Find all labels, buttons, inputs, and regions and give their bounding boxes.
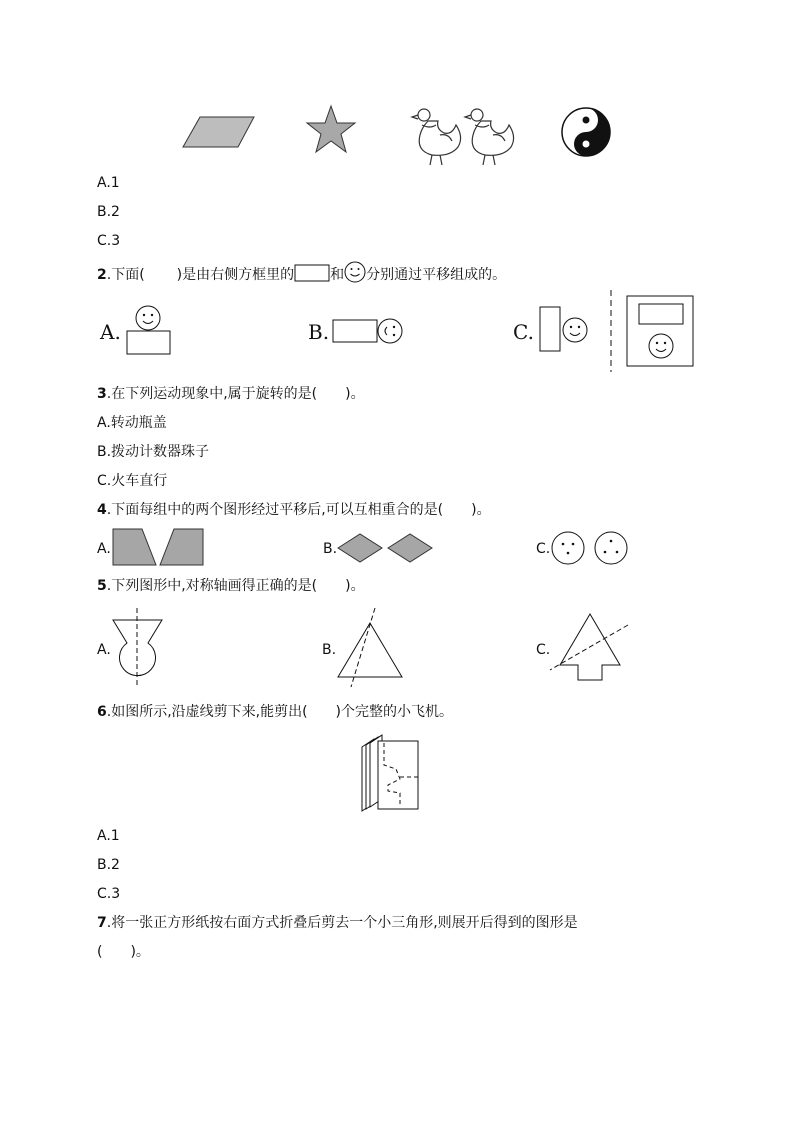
q4-option-c-label[interactable]: C. bbox=[536, 541, 551, 557]
star-shape bbox=[307, 106, 355, 152]
q3-prompt bbox=[97, 385, 365, 403]
q3-option-a[interactable]: A.转动瓶盖 bbox=[97, 415, 167, 431]
q5-option-c-label[interactable]: C. bbox=[536, 642, 551, 658]
q4-option-c-figure[interactable] bbox=[549, 530, 634, 566]
q3-text: .在下列运动现象中,属于旋转的是( )。 bbox=[106, 386, 365, 402]
parallelogram-shape bbox=[183, 117, 254, 147]
q4-option-a-label[interactable]: A. bbox=[97, 541, 111, 557]
q5-option-b-label[interactable]: B. bbox=[322, 642, 337, 658]
q6-option-b[interactable]: B.2 bbox=[97, 857, 120, 873]
q7-number: 7 bbox=[97, 915, 107, 931]
yin-yang-shape bbox=[562, 108, 610, 156]
q4-text: .下面每组中的两个图形经过平移后,可以互相重合的是( )。 bbox=[106, 502, 491, 518]
q4-option-b-figure[interactable] bbox=[336, 532, 436, 564]
q6-option-a[interactable]: A.1 bbox=[97, 828, 120, 844]
q3-option-b[interactable]: B.拨动计数器珠子 bbox=[97, 444, 210, 460]
q7-text: .将一张正方形纸按右面方式折叠后剪去一个小三角形,则展开后得到的图形是 bbox=[106, 915, 578, 931]
q2-option-c-label[interactable]: C. bbox=[513, 320, 534, 344]
q2-inline-smiley-icon bbox=[344, 261, 366, 288]
q6-number: 6 bbox=[97, 704, 107, 720]
q6-prompt bbox=[97, 703, 453, 721]
q2-text-a: .下面( bbox=[106, 267, 145, 283]
q2-option-a-label[interactable]: A. bbox=[100, 320, 121, 344]
q5-option-b-figure[interactable] bbox=[335, 605, 407, 690]
q2-number: 2 bbox=[97, 267, 107, 283]
q5-prompt bbox=[97, 577, 365, 595]
q2-option-c-figure[interactable] bbox=[538, 305, 593, 355]
q2-text-b: )是由右侧方框里的 bbox=[176, 267, 295, 283]
q1-figures bbox=[170, 95, 630, 170]
q2-option-b-figure[interactable] bbox=[332, 315, 407, 345]
q5-text: .下列图形中,对称轴画得正确的是( )。 bbox=[106, 578, 365, 594]
q1-option-b[interactable]: B.2 bbox=[97, 204, 120, 220]
q4-option-b-label[interactable]: B. bbox=[323, 541, 338, 557]
q2-text-d: 分别通过平移组成的。 bbox=[366, 267, 507, 283]
q4-option-a-figure[interactable] bbox=[110, 527, 210, 569]
q2-text-c: 和 bbox=[330, 267, 345, 283]
q2-option-b-label[interactable]: B. bbox=[308, 320, 330, 344]
q1-option-a[interactable]: A.1 bbox=[97, 175, 120, 191]
q2-option-a-figure[interactable] bbox=[125, 302, 175, 357]
bird-shapes bbox=[412, 109, 514, 165]
q7-prompt bbox=[97, 914, 578, 932]
q3-number: 3 bbox=[97, 386, 107, 402]
q5-option-a-figure[interactable] bbox=[110, 605, 170, 690]
q5-option-c-figure[interactable] bbox=[548, 610, 632, 685]
q7-prompt-line2: ( )。 bbox=[97, 944, 150, 960]
q4-number: 4 bbox=[97, 502, 107, 518]
q6-text: .如图所示,沿虚线剪下来,能剪出( )个完整的小飞机。 bbox=[106, 704, 454, 720]
q6-option-c[interactable]: C.3 bbox=[97, 886, 121, 902]
q4-prompt bbox=[97, 501, 491, 519]
q5-number: 5 bbox=[97, 578, 107, 594]
q1-option-c[interactable]: C.3 bbox=[97, 233, 121, 249]
q3-option-c[interactable]: C.火车直行 bbox=[97, 473, 168, 489]
q6-folded-paper-figure bbox=[360, 735, 422, 813]
q2-reference-box bbox=[605, 290, 700, 375]
q2-prompt bbox=[97, 261, 506, 288]
q2-inline-rect-icon bbox=[294, 264, 330, 287]
q5-option-a-label[interactable]: A. bbox=[97, 642, 111, 658]
